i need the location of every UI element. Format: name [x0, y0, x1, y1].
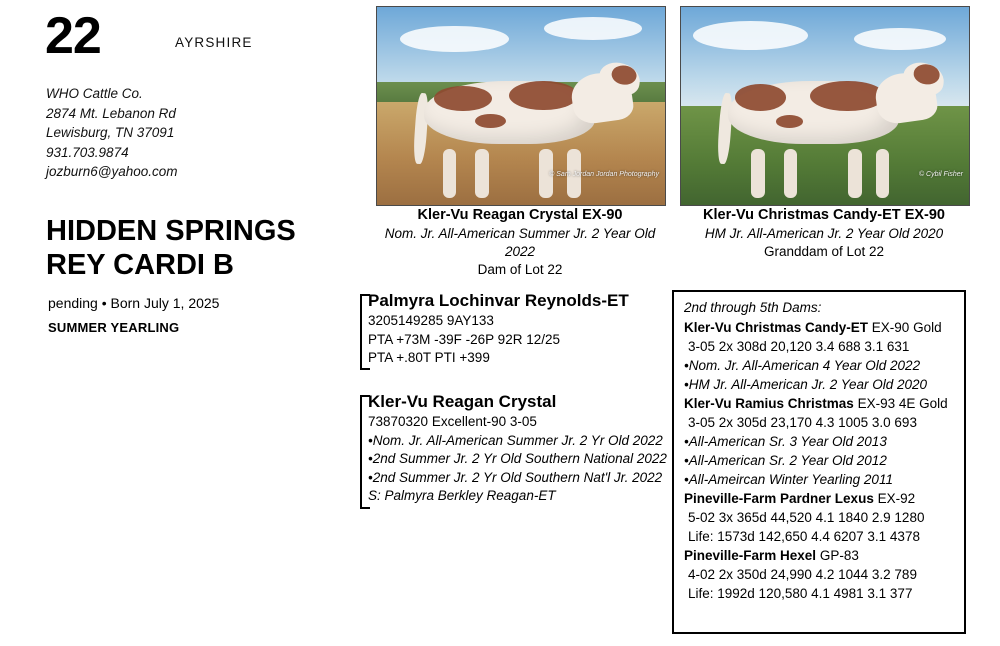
dam-entry	[684, 318, 956, 394]
cow-patch	[735, 84, 786, 111]
animal-name-line-1: HIDDEN SPRINGS	[46, 215, 296, 247]
caption-name: Kler-Vu Reagan Crystal EX-90	[417, 207, 623, 223]
consignor-email: jozburn6@yahoo.com	[46, 164, 178, 179]
dams-box	[672, 290, 966, 634]
cow-patch	[434, 86, 492, 112]
caption-relation: Dam of Lot 22	[477, 262, 563, 277]
dam-entry-name-text: Kler-Vu Ramius Christmas	[684, 396, 854, 411]
sire-line: 3205149285 9AY133	[368, 313, 494, 328]
cow-patch	[810, 81, 885, 112]
dam-entry-classification: EX-92	[873, 491, 916, 506]
dam-name: Kler-Vu Reagan Crystal	[368, 392, 557, 411]
dam-entry-award: •All-Ameircan Winter Yearling 2011	[684, 472, 893, 487]
dam-entry-name	[684, 546, 956, 565]
dam-entry	[684, 489, 956, 546]
dam-entry-award: •All-American Sr. 2 Year Old 2012	[684, 453, 887, 468]
show-class-label: SUMMER YEARLING	[48, 320, 180, 335]
dam-entry-name	[684, 318, 956, 337]
caption-name: Kler-Vu Christmas Candy-ET EX-90	[703, 207, 945, 223]
cow-patch	[509, 81, 577, 110]
caption-relation: Granddam of Lot 22	[763, 244, 885, 259]
cloud-shape	[400, 26, 509, 53]
photo-caption-granddam	[679, 206, 969, 261]
cow-leg	[751, 149, 765, 198]
photo-credit: © Sam Jordan Jordan Photography	[549, 171, 659, 178]
sire-line: PTA +.80T PTI +399	[368, 350, 490, 365]
dam-line: S: Palmyra Berkley Reagan-ET	[368, 488, 556, 503]
dam-entry-record: 3-05 2x 305d 23,170 4.3 1005 3.0 693	[688, 415, 917, 430]
caption-award: HM Jr. All-American Jr. 2 Year Old 2020	[704, 226, 944, 241]
lot-number: 22	[45, 7, 101, 65]
cloud-shape	[854, 28, 946, 51]
cow-leg	[475, 149, 489, 198]
photo-credit: © Cybil Fisher	[918, 171, 963, 178]
caption-award: Nom. Jr. All-American Summer Jr. 2 Year Old 2022	[384, 226, 656, 259]
dam-entry	[684, 546, 956, 603]
cow-leg	[784, 149, 798, 198]
photo-caption-dam	[375, 206, 665, 279]
dam-line: •2nd Summer Jr. 2 Yr Old Southern Nat'l Jr. 2022	[368, 469, 663, 485]
dam-entry	[684, 394, 956, 489]
dam-entry-classification: EX-90 Gold	[868, 320, 942, 335]
cow-patch	[475, 114, 506, 128]
consignor-address-2: Lewisburg, TN 37091	[46, 125, 175, 140]
lot-header	[45, 8, 355, 68]
dam-entry-classification: EX-93 4E Gold	[853, 396, 948, 411]
cow-leg	[443, 149, 457, 198]
dam-entry-award: •HM Jr. All-American Jr. 2 Year Old 2020	[684, 377, 928, 392]
animal-name-line-2: REY CARDI B	[46, 249, 234, 281]
dam-entry-name	[684, 394, 956, 413]
cow-body	[728, 81, 898, 145]
animal-name	[46, 214, 366, 282]
dam-entry-award: •Nom. Jr. All-American 4 Year Old 2022	[684, 358, 921, 373]
cow-head-patch	[913, 63, 942, 86]
pedigree-sire	[368, 290, 629, 368]
dam-entry-name-text: Pineville-Farm Pardner Lexus	[684, 491, 874, 506]
pedigree-dam	[368, 391, 667, 506]
dam-entry-record: Life: 1573d 142,650 4.4 6207 3.1 4378	[688, 529, 920, 544]
cow-illustration	[710, 58, 940, 181]
sire-name: Palmyra Lochinvar Reynolds-ET	[368, 291, 629, 310]
dam-entry-classification: GP-83	[816, 548, 859, 563]
cow-leg	[848, 149, 862, 198]
dam-entry-record: 4-02 2x 350d 24,990 4.2 1044 3.2 789	[688, 567, 917, 582]
dam-entry-award: •All-American Sr. 3 Year Old 2013	[684, 434, 887, 449]
photo-granddam	[680, 6, 970, 206]
dam-entry-record: 3-05 2x 308d 20,120 3.4 688 3.1 631	[688, 339, 910, 354]
consignor-phone: 931.703.9874	[46, 144, 129, 160]
dam-entry-name-text: Kler-Vu Christmas Candy-ET	[684, 320, 869, 335]
consignor-address-1: 2874 Mt. Lebanon Rd	[46, 105, 176, 121]
cow-head-patch	[611, 64, 638, 86]
photo-dam	[376, 6, 666, 206]
dam-line: •Nom. Jr. All-American Summer Jr. 2 Yr Old 2022	[368, 432, 663, 448]
cloud-shape	[693, 21, 808, 50]
dam-entry-name-text: Pineville-Farm Hexel	[684, 548, 817, 563]
dam-entry-record: 5-02 3x 365d 44,520 4.1 1840 2.9 1280	[688, 510, 925, 525]
cow-illustration	[406, 58, 636, 181]
dam-entry-record: Life: 1992d 120,580 4.1 4981 3.1 377	[688, 586, 913, 601]
cloud-shape	[544, 17, 642, 40]
dam-line: 73870320 Excellent-90 3-05	[368, 414, 537, 429]
registration-line: pending • Born July 1, 2025	[48, 295, 220, 311]
dams-box-title: 2nd through 5th Dams:	[684, 300, 822, 315]
consignor-block	[46, 84, 346, 182]
dam-entry-name	[684, 489, 956, 508]
cow-body	[424, 81, 594, 145]
pedigree-bracket	[360, 395, 370, 509]
cow-patch	[776, 115, 803, 128]
pedigree-bracket	[360, 294, 370, 370]
dam-line: •2nd Summer Jr. 2 Yr Old Southern National 2022	[368, 451, 667, 466]
breed-label: AYRSHIRE	[175, 35, 253, 50]
consignor-name: WHO Cattle Co.	[46, 86, 143, 101]
sire-line: PTA +73M -39F -26P 92R 12/25	[368, 331, 560, 347]
cow-leg	[876, 149, 890, 198]
